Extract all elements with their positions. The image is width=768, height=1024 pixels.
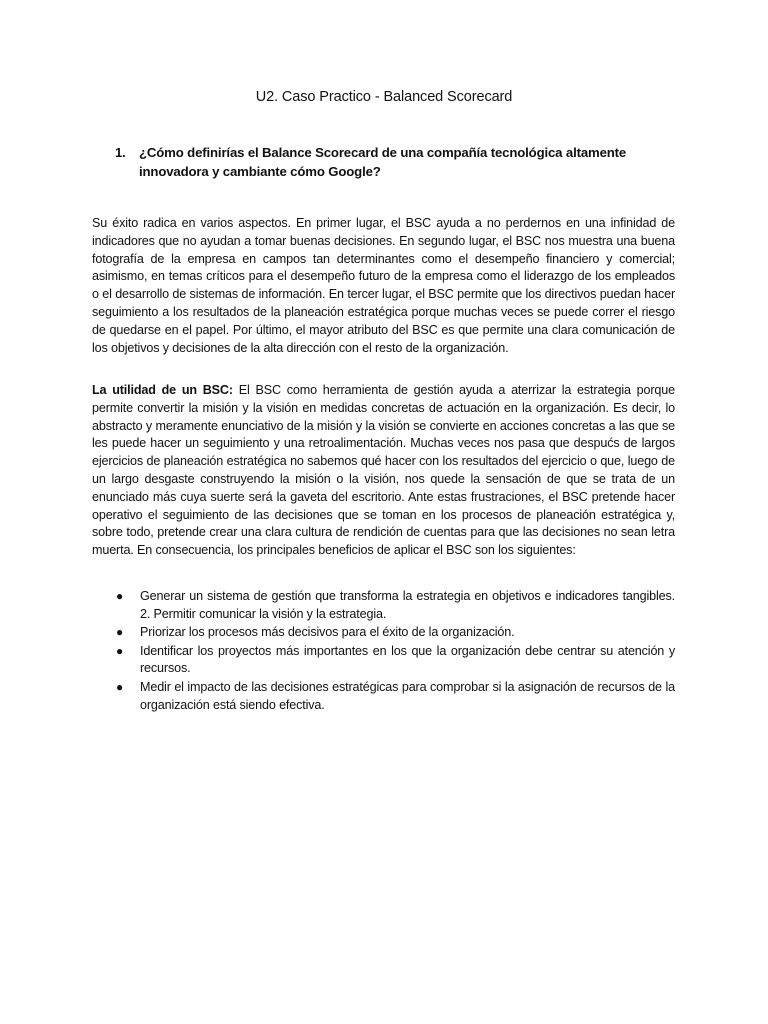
- paragraph-2-text: El BSC como herramienta de gestión ayuda a aterrizar la estrategia porque permite convertir la misión y la visión en medidas concretas de actuación en la organización. Es decir, lo abstracto y meramente enunciativo de la misión y la visión se convierte en acciones concretas a las que se les puede hacer un seguimiento y una retroalimentación. Muchas veces nos pasa que despućs de largos ejercicios de planeación estratégica no sabemos qué hacer con los resultados del ejercicio o que, luego de un largo desgaste construyendo la misión o la visión, nos quede la sensación de que se trata de un enunciado más cuya suerte será la gaveta del escritorio. Ante estas frustraciones, el BSC pretende hacer operativo el seguimiento de las decisiones que se toman en los procesos de planeación estratégica y, sobre todo, pretende crear una clara cultura de rendición de cuentas para que las decisiones no sean letra muerta. En consecuencia, los principales beneficios de aplicar el BSC son los siguientes:: [92, 383, 675, 558]
- document-title: U2. Caso Practico - Balanced Scorecard: [255, 89, 513, 105]
- bullet-icon: ●: [116, 679, 124, 694]
- benefits-list: [92, 588, 675, 715]
- question-text: ¿Cómo definirías el Balance Scorecard de una compañía tecnológica altamente innovadora y cambiante cómo Google?: [139, 145, 627, 179]
- list-item-text: Priorizar los procesos más decisivos para el éxito de la organización.: [140, 625, 515, 640]
- paragraph-2: [92, 382, 675, 560]
- paragraph-1: Su éxito radica en varios aspectos. En primer lugar, el BSC ayuda a no perdernos en una infinidad de indicadores que no ayudan a tomar buenas decisiones. En segundo lugar, el BSC nos muestra una buena fotografía de la empresa en campos tan determinantes como el desempeño financiero y comercial; asimismo, en temas críticos para el desempeño futuro de la empresa como el liderazgo de los empleados o el desarrollo de sistemas de información. En tercer lugar, el BSC permite que los directivos puedan hacer seguimiento a los resultados de la planeación estratégica porque muchas veces se puede correr el riesgo de quedarse en el papel. Por último, el mayor atributo del BSC es que permite una clara comunicación de los objetivos y decisiones de la alta dirección con el resto de la organización.: [92, 216, 675, 355]
- paragraph-2-lead: La utilidad de un BSC:: [92, 383, 233, 397]
- list-item: [92, 624, 675, 642]
- list-item: [92, 588, 675, 623]
- list-item-text: Generar un sistema de gestión que transforma la estrategia en objetivos e indicadores tangibles. 2. Permitir comunicar la visión y la estrategia.: [140, 589, 675, 621]
- bullet-icon: ●: [116, 589, 124, 603]
- bullet-icon: ●: [116, 625, 124, 640]
- list-item-text: Identificar los proyectos más importantes en los que la organización debe centrar su atención y recursos.: [140, 643, 675, 676]
- list-item: [92, 679, 675, 714]
- list-item: [92, 643, 675, 678]
- bullet-icon: ●: [116, 643, 124, 658]
- list-item-text: Medir el impacto de las decisiones estratégicas para comprobar si la asignación de recursos de la organización está siendo efectiva.: [140, 679, 675, 712]
- question-number: 1.: [115, 145, 126, 160]
- question-item: [115, 143, 675, 181]
